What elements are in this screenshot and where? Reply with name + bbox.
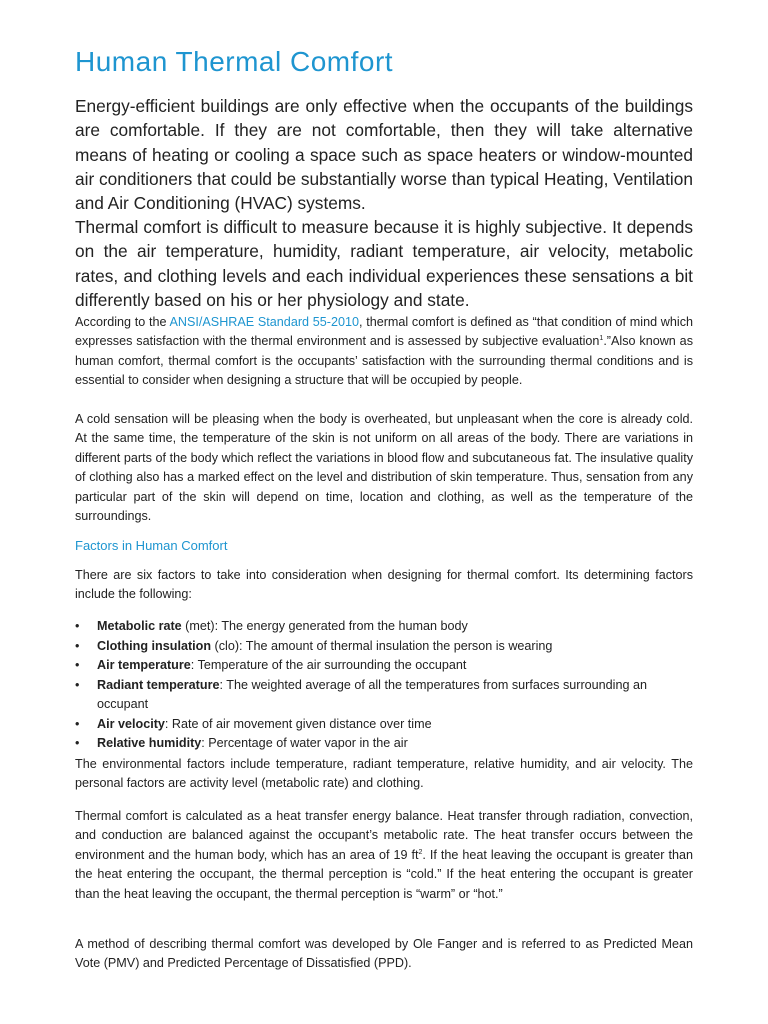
list-item: [75, 656, 693, 676]
ashrae-definition: , thermal comfort is defined as “that condition of mind which expresses satisfaction with the thermal environment and is assessed by subjective evaluation: [75, 315, 693, 349]
environmental-factors-paragraph: The environmental factors include temperature, radiant temperature, relative humidity, and air velocity. The personal factors are activity level (metabolic rate) and clothing.: [75, 757, 693, 791]
factor-term: Metabolic rate: [97, 619, 182, 633]
factors-list: [75, 617, 693, 754]
factor-term: Radiant temperature: [97, 677, 220, 692]
squared-marker: 2: [418, 848, 423, 856]
factor-unit: (met): [181, 619, 215, 633]
list-item: [75, 734, 693, 754]
factor-term: Air velocity: [97, 716, 165, 731]
cold-sensation-paragraph: A cold sensation will be pleasing when the body is overheated, but unpleasant when the core is already cold. At the same time, the temperature of the skin is not uniform on all areas of the body. There are variations in different parts of the body which reflect the variations in blood flow and subcutaneous fat. The insulative quality of clothing also has a marked effect on the level and distribution of skin temperature. Thus, sensation from any particular part of the skin will depend on time, location and clothing, as well as the temperature of the surroundings.: [75, 412, 693, 524]
heat-balance-rest: . If the heat leaving the occupant is greater than the heat entering the occupant, the thermal perception is “cold.” If the heat entering the occupant is greater than the heat leaving the occupant, the thermal perception is “warm” or “hot.”: [75, 847, 693, 901]
factors-heading: Factors in Human Comfort: [75, 538, 228, 553]
factor-unit: (clo): [211, 638, 240, 653]
intro-paragraph-1: Energy-efficient buildings are only effective when the occupants of the buildings are comfortable. If they are not comfortable, then they will take alternative means of heating or cooling a space such as space heaters or window-mounted air conditioners that could be substantially worse than typical Heating, Ventilation and Air Conditioning (HVAC) systems.: [75, 96, 693, 214]
factor-term: Air temperature: [97, 658, 191, 672]
factor-desc: : The energy generated from the human body: [214, 619, 468, 633]
intro-paragraph-2: Thermal comfort is difficult to measure because it is highly subjective. It depends on the air temperature, humidity, radiant temperature, air velocity, metabolic rates, and clothing levels and each individual experiences these sensations a bit differently based on his or her physiology and state.: [75, 217, 693, 310]
page-title: Human Thermal Comfort: [75, 46, 394, 77]
fanger-paragraph: A method of describing thermal comfort was developed by Ole Fanger and is referred to as Predicted Mean Vote (PMV) and Predicted Percentage of Dissatisfied (PPD).: [75, 937, 693, 971]
ashrae-rest: .”Also known as human comfort, thermal comfort is the occupants’ satisfaction with the surrounding thermal conditions and is essential to consider when designing a structure that will be occupied by people.: [75, 334, 693, 388]
factor-desc: : The amount of thermal insulation the person is wearing: [239, 638, 553, 653]
ashrae-paragraph: [75, 313, 693, 391]
factor-desc: : The weighted average of all the temperatures from surfaces surrounding an occupant: [97, 677, 647, 711]
factor-term: Clothing insulation: [97, 638, 212, 653]
heat-balance-text: Thermal comfort is calculated as a heat transfer energy balance. Heat transfer through radiation, convection, and conduction are balanced against the occupant’s metabolic rate. The heat transfer occurs between the environment and the human body, which has an area of 19 ft: [75, 809, 693, 862]
factor-term: Relative humidity: [97, 736, 202, 750]
factor-desc: : Percentage of water vapor in the air: [201, 736, 408, 750]
factors-intro: There are six factors to take into consideration when designing for thermal comfort. Its determining factors include the following:: [75, 568, 693, 602]
list-item: [75, 617, 693, 637]
factor-desc: : Temperature of the air surrounding the occupant: [190, 658, 467, 672]
list-item: [75, 637, 693, 657]
factor-desc: : Rate of air movement given distance over time: [164, 716, 432, 731]
ashrae-prefix: According to the: [75, 315, 170, 329]
ashrae-standard-link[interactable]: ANSI/ASHRAE Standard 55-2010: [169, 315, 359, 329]
list-item: [75, 715, 693, 735]
list-item: [75, 676, 693, 715]
heat-balance-paragraph: [75, 807, 693, 904]
footnote-marker: 1: [599, 335, 604, 343]
